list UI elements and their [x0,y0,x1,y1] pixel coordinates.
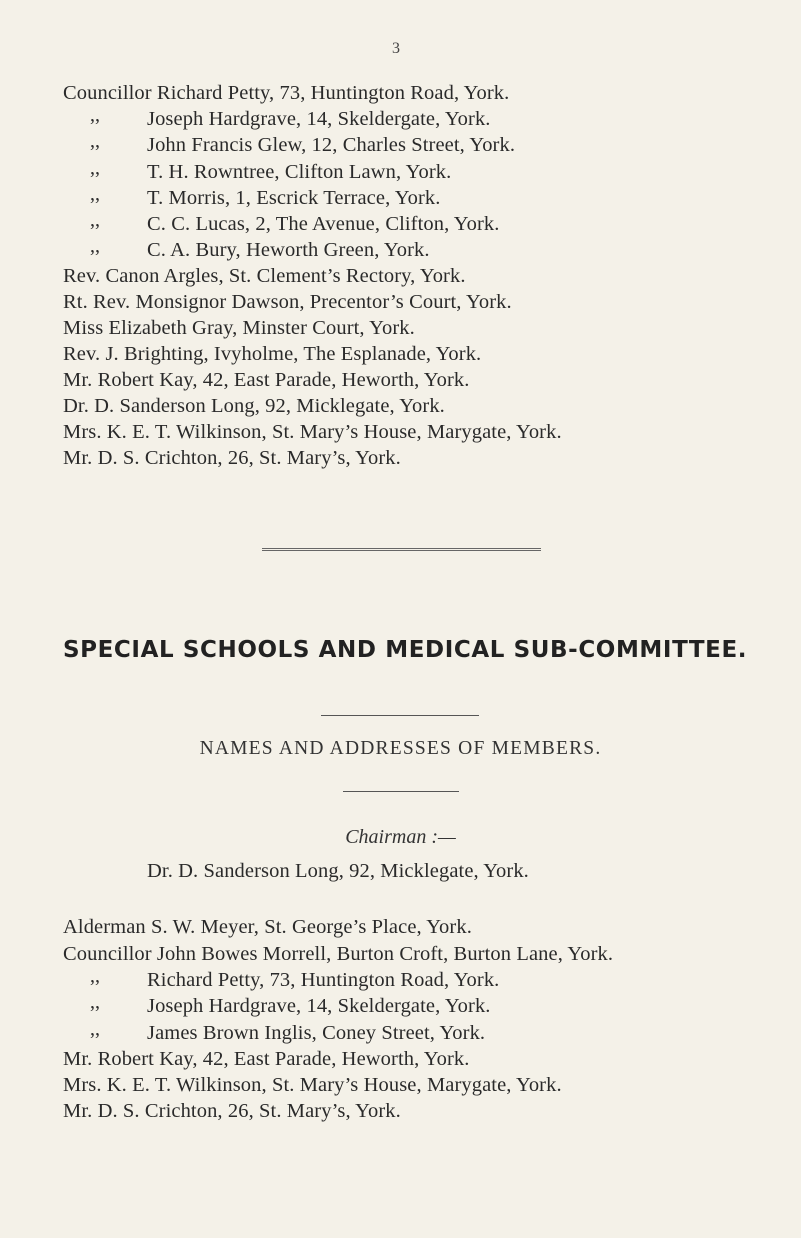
list-item: Mr. D. S. Crichton, 26, St. Mary’s, York. [63,1100,401,1122]
list-item: Mr. Robert Kay, 42, East Parade, Heworth, York. [63,369,470,391]
list-item: Mr. Robert Kay, 42, East Parade, Heworth, York. [63,1048,470,1070]
ditto-mark: ,, [90,1018,100,1040]
list-item [63,80,509,106]
chairman-entry: Dr. D. Sanderson Long, 92, Micklegate, York. [147,860,529,882]
list-item: Rev. Canon Argles, St. Clement’s Rectory, York. [63,265,466,287]
ditto-mark: ,, [90,209,100,231]
section-subheading: NAMES AND ADDRESSES OF MEMBERS. [199,738,602,759]
subheading-rule [343,791,459,792]
ditto-mark: ,, [90,183,100,205]
list-item: Richard Petty, 73, Huntington Road, York. [147,969,500,991]
list-item: T. H. Rowntree, Clifton Lawn, York. [147,161,452,183]
list-item: Councillor John Bowes Morrell, Burton Croft, Burton Lane, York. [63,943,614,965]
page-number: 3 [392,40,400,57]
list-item: C. A. Bury, Heworth Green, York. [147,239,430,261]
list-item: Alderman S. W. Meyer, St. George’s Place, York. [63,916,472,938]
list-item: John Francis Glew, 12, Charles Street, York. [147,134,516,156]
list-item: Joseph Hardgrave, 14, Skeldergate, York. [147,108,491,130]
list-item: T. Morris, 1, Escrick Terrace, York. [147,187,441,209]
list-item: C. C. Lucas, 2, The Avenue, Clifton, York. [147,213,500,235]
ditto-mark: ,, [90,130,100,152]
ditto-mark: ,, [90,965,100,987]
list-item: Rev. J. Brighting, Ivyholme, The Esplanade, York. [63,343,482,365]
list-item: Dr. D. Sanderson Long, 92, Micklegate, York. [63,395,445,417]
member-title: Councillor [63,82,152,104]
chairman-label: Chairman :— [345,826,456,848]
ditto-mark: ,, [90,235,100,257]
list-item: James Brown Inglis, Coney Street, York. [147,1022,486,1044]
member-entry: Richard Petty, 73, Huntington Road, York. [156,82,510,104]
heading-rule [321,715,479,716]
list-item: Mr. D. S. Crichton, 26, St. Mary’s, York. [63,447,401,469]
section-heading: SPECIAL SCHOOLS AND MEDICAL SUB-COMMITTEE. [63,637,748,663]
ditto-mark: ,, [90,157,100,179]
list-item: Mrs. K. E. T. Wilkinson, St. Mary’s House, Marygate, York. [63,1074,562,1096]
list-item: Joseph Hardgrave, 14, Skeldergate, York. [147,995,491,1017]
section-divider [262,548,541,551]
list-item: Mrs. K. E. T. Wilkinson, St. Mary’s House, Marygate, York. [63,421,562,443]
ditto-mark: ,, [90,991,100,1013]
list-item: Miss Elizabeth Gray, Minster Court, York. [63,317,415,339]
ditto-mark: ,, [90,104,100,126]
list-item: Rt. Rev. Monsignor Dawson, Precentor’s Court, York. [63,291,512,313]
